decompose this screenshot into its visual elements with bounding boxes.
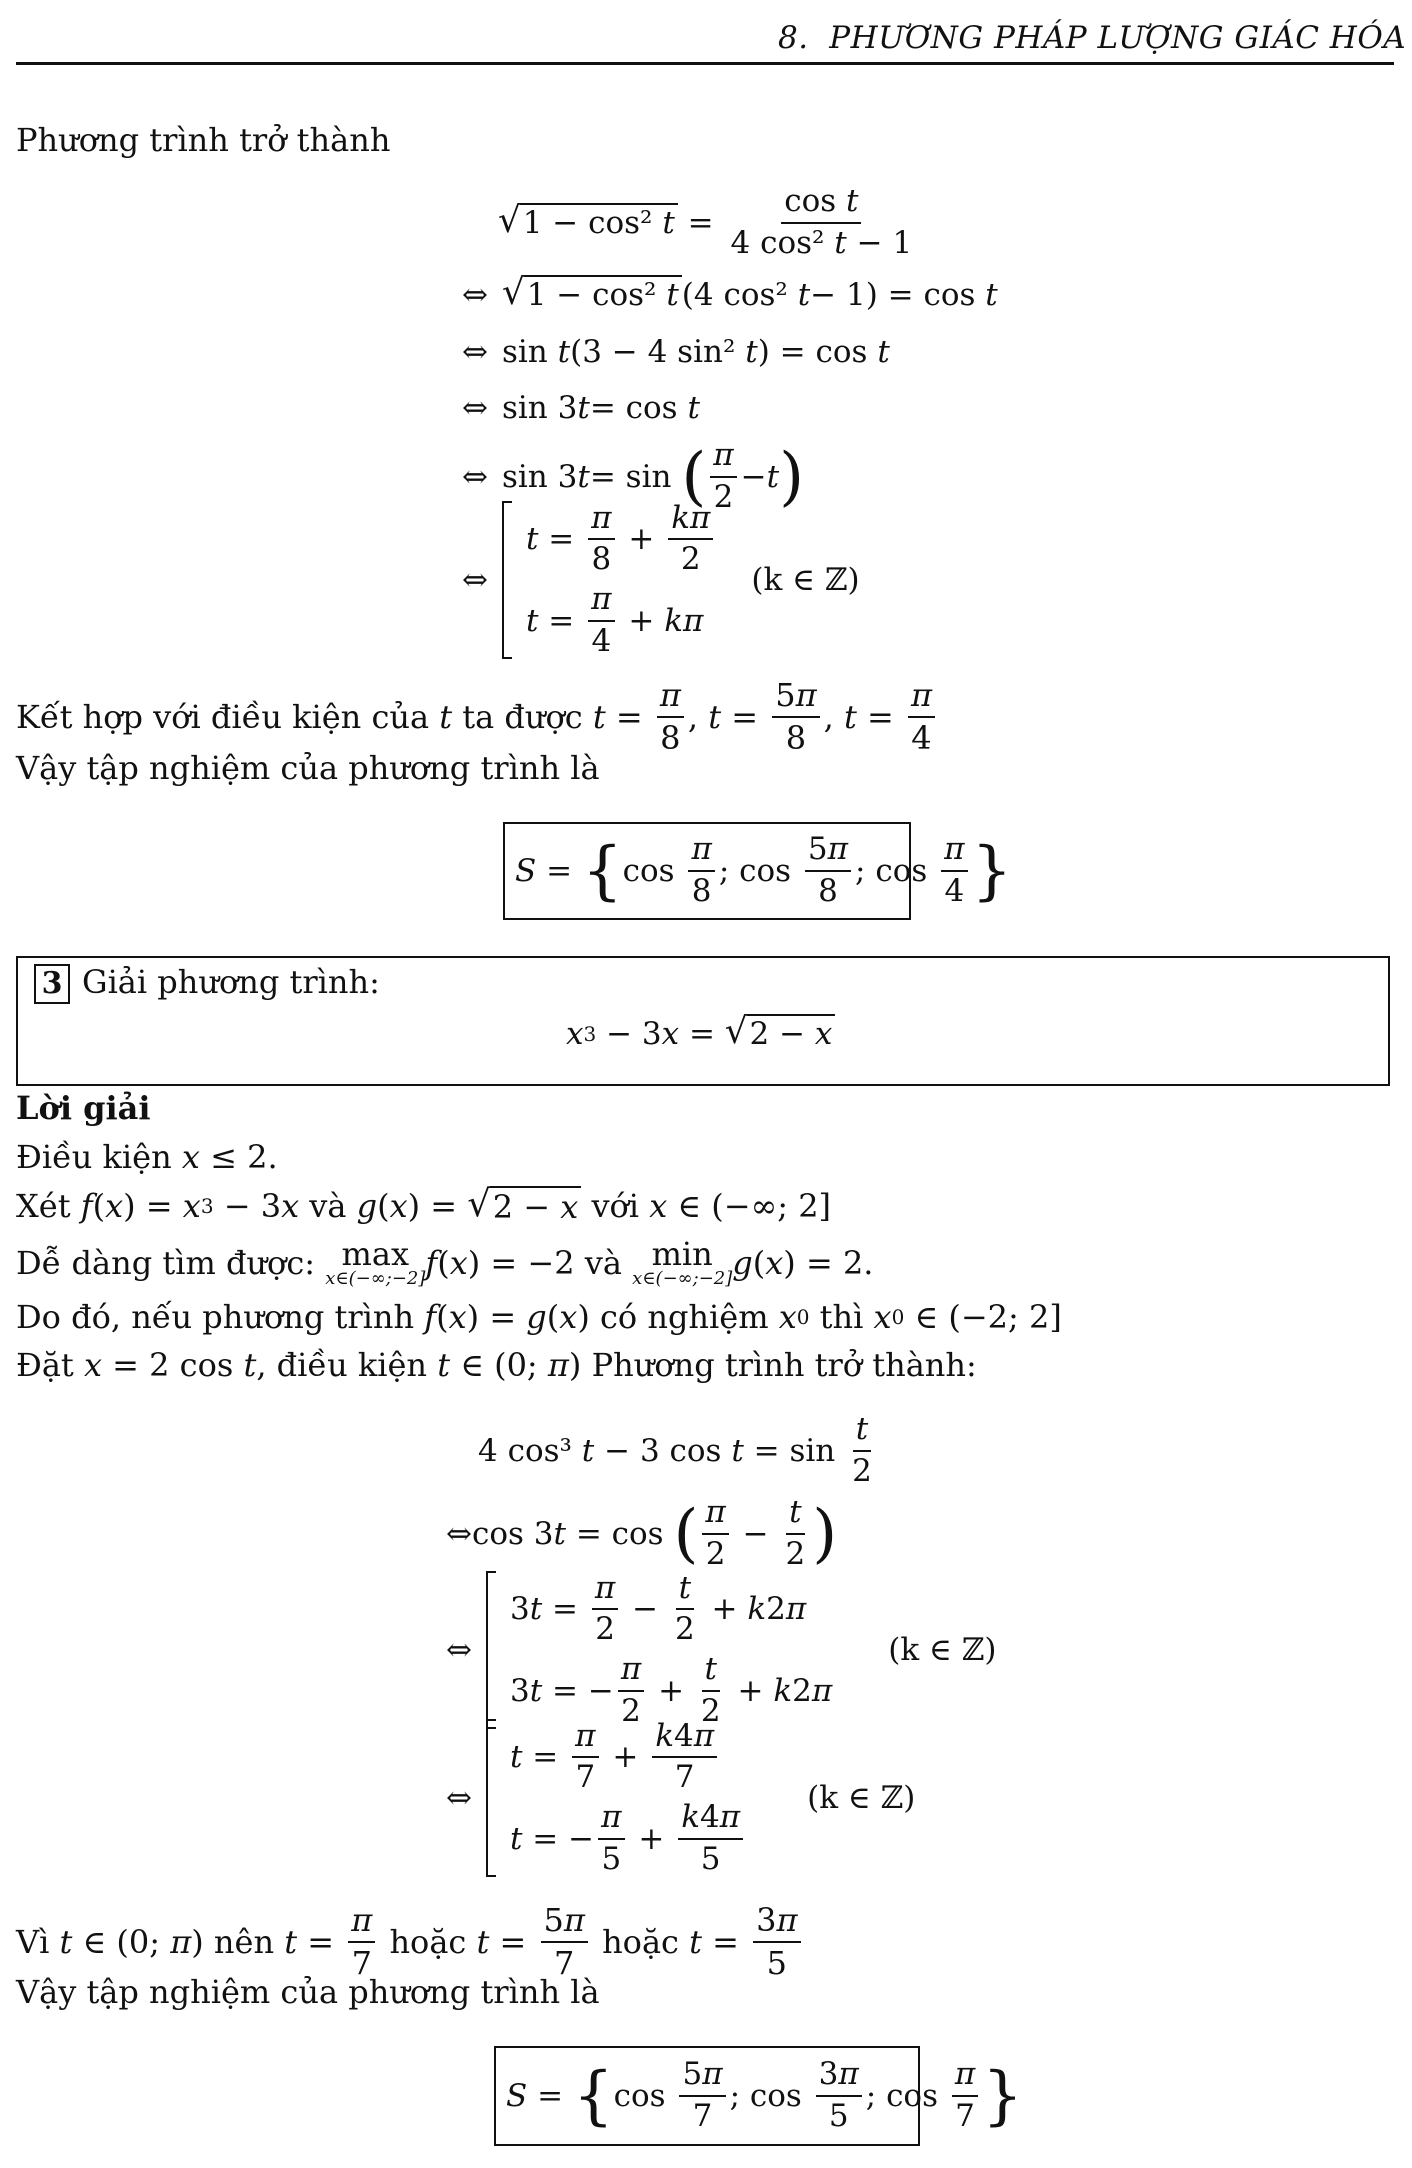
- intro-text: Phương trình trở thành: [16, 121, 391, 159]
- solution-set-1-formula: S = { cos $\frac{\pi}{8}$ ; cos $\frac{5\pi}{8}$ ; cos $\frac{\pi}{4}$ }: [515, 831, 1013, 909]
- eq-1-line-1: √ 1 − cos² t = $\frac{\text{cos t}}{\text{4 cos² t − 1}}$: [498, 183, 913, 261]
- substitute-text: Đặt: [16, 1346, 74, 1384]
- header-rule: [16, 62, 1394, 65]
- problem-prompt: Giải phương trình:: [82, 963, 380, 1001]
- condition-word: điều kiện: [276, 1346, 428, 1384]
- eq-2-line-1: 4 cos³ t − 3 cos t = sin $\frac{t}{2}$: [478, 1411, 872, 1489]
- problem-3-box: [16, 956, 1390, 1086]
- extrema-line: Dễ dàng tìm được: max x∈(−∞;−2] f ( x ) = −2 và min x∈(−∞;−2] g ( x ) = 2.: [16, 1235, 874, 1289]
- easy-text: Dễ dàng tìm được:: [16, 1244, 316, 1282]
- conclusion-2: Vậy tập nghiệm của phương trình là: [16, 1973, 600, 2011]
- eq-1-line-5: ⇔ sin 3 t = sin ( $\frac{\pi}{2}$ − t ): [462, 437, 805, 515]
- k-domain-3: (k ∈ ℤ): [807, 1780, 916, 1816]
- has-root-text: có nghiệm: [599, 1298, 769, 1336]
- or-text-1: hoặc: [389, 1923, 467, 1961]
- chapter-title: PHƯƠNG PHÁP LƯỢNG GIÁC HÓA: [829, 20, 1407, 56]
- solution-set-1: [503, 822, 1013, 920]
- combine-mid: ta được: [462, 698, 583, 736]
- solution-heading: Lời giải: [16, 1089, 151, 1127]
- chapter-header: [778, 18, 1406, 58]
- with-text: với: [591, 1187, 640, 1225]
- because-line: Vì t ∈ (0; π ) nên t = $\frac{\pi}{7}$ hoặc t = $\frac{5\pi}{7}$ hoặc t = $\frac{3\pi}{5}$: [16, 1904, 805, 1980]
- then-text: thì: [819, 1298, 864, 1336]
- eq-1-line-4: ⇔ sin 3 t = cos t: [462, 390, 700, 426]
- eq-2-line-2: ⇔ cos 3 t = cos ( $\frac{\pi}{2}$ − $\frac{t}{2}$ ): [446, 1494, 838, 1572]
- because-text: Vì: [16, 1923, 50, 1961]
- k-domain-2: (k ∈ ℤ): [888, 1632, 997, 1668]
- becomes-text: Phương trình trở thành:: [591, 1346, 977, 1384]
- therefore-line: Do đó, nếu phương trình f ( x ) = g ( x ) có nghiệm x 0 thì x 0 ∈ (−2; 2]: [16, 1298, 1062, 1336]
- chapter-number: 8.: [778, 20, 809, 56]
- solution-set-2: [494, 2046, 1023, 2146]
- and-text-2: và: [584, 1244, 622, 1282]
- solution-set-2-formula: S = { cos $\frac{5\pi}{7}$ ; cos $\frac{3\pi}{5}$ ; cos $\frac{\pi}{7}$ }: [506, 2056, 1023, 2134]
- consider-text: Xét: [16, 1187, 71, 1225]
- eq-2-line-3: ⇔ 3 t = $\frac{\pi}{2}$ − $\frac{t}{2}$ + k 2 π 3 t = − $\frac{\pi}{2}$ + $\frac{t}{2}$ + k 2 π (k ∈ ℤ): [446, 1569, 997, 1729]
- so-text: nên: [213, 1923, 275, 1961]
- or-text-2: hoặc: [602, 1923, 679, 1961]
- condition-line: Điều kiện x ≤ 2.: [16, 1138, 278, 1176]
- eq-1-line-6: ⇔ t = $\frac{\pi}{8}$ + $\frac{k\pi}{2}$ t = $\frac{\pi}{4}$ + kπ (k ∈ ℤ): [462, 499, 860, 659]
- therefore-text: Do đó, nếu phương trình: [16, 1298, 415, 1336]
- conclusion-1: Vậy tập nghiệm của phương trình là: [16, 749, 600, 787]
- problem-number-badge: [34, 964, 70, 1004]
- condition-text: Điều kiện: [16, 1138, 172, 1176]
- k-domain-1: (k ∈ ℤ): [751, 562, 860, 598]
- eq-1-line-2: ⇔ √ 1 − cos² t (4 cos² t − 1) = cos t: [462, 272, 998, 314]
- consider-line: Xét f ( x ) = x 3 − 3 x và g ( x ) = √ 2 − x với x ∈ (−∞; 2]: [16, 1181, 832, 1226]
- eq-2-line-4: ⇔ t = $\frac{\pi}{7}$ + $\frac{k4\pi}{7}$ t = − $\frac{\pi}{5}$ + $\frac{k4\pi}{5}$ (k ∈ ℤ): [446, 1717, 916, 1877]
- problem-number: 3: [41, 966, 63, 1001]
- and-text: và: [309, 1187, 347, 1225]
- combine-line: Kết hợp với điều kiện của t ta được t = $\frac{\pi}{8}$ , t = $\frac{5\pi}{8}$ , t = $\frac{\pi}{4}$: [16, 680, 939, 754]
- substitute-line: Đặt x = 2 cos t , điều kiện t ∈ (0; π ) Phương trình trở thành:: [16, 1346, 977, 1384]
- combine-text: Kết hợp với điều kiện của: [16, 698, 430, 736]
- eq-1-line-3: ⇔ sin t (3 − 4 sin² t ) = cos t: [462, 334, 890, 370]
- problem-equation: x 3 − 3 x = √ 2 − x: [566, 1006, 835, 1062]
